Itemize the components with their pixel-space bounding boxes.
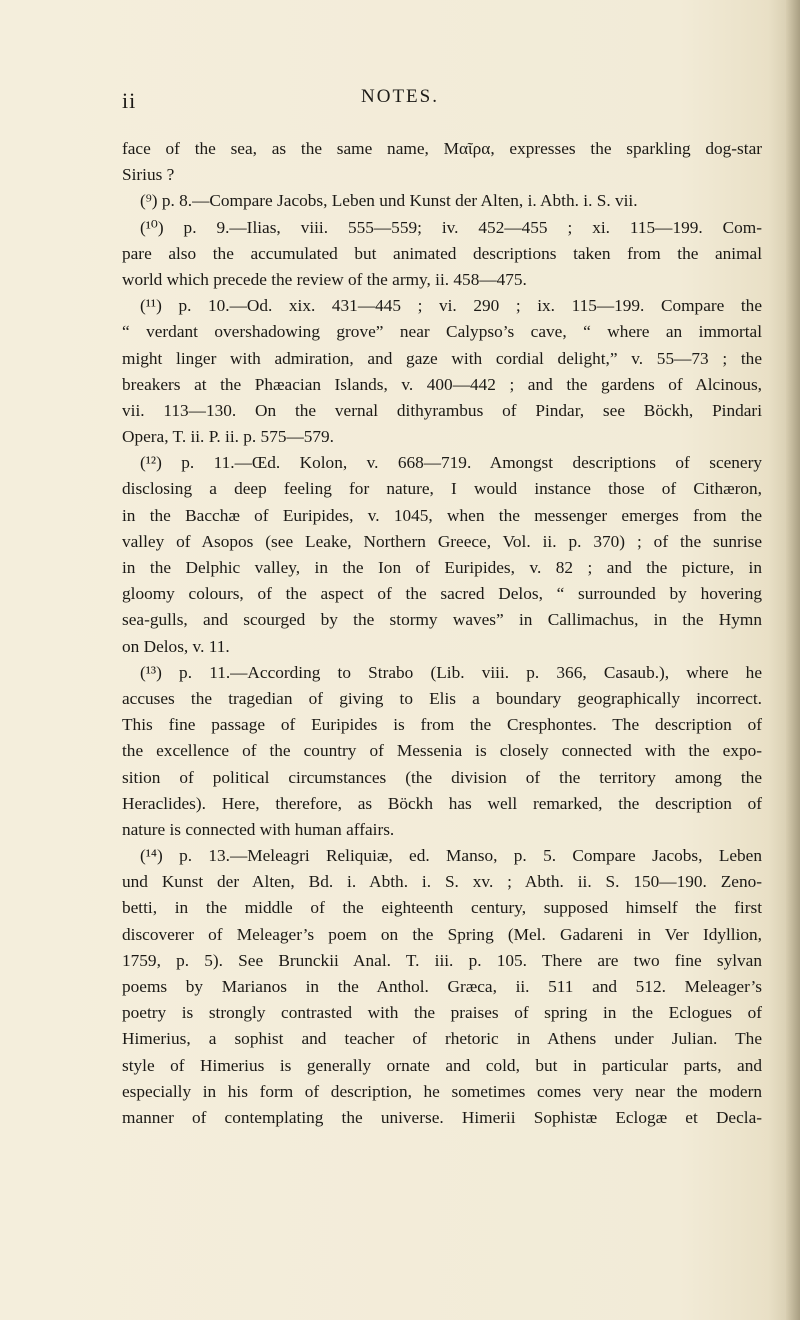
text-line: face of the sea, as the same name, Μαῖρα, expresses the sparkling dog-star [122,139,762,158]
running-head: NOTES. [361,86,439,107]
page-edge-shadow [786,0,800,1320]
text-line: Opera, T. ii. P. ii. p. 575—579. [122,427,335,447]
text-line: Heraclides). Here, therefore, as Böckh has well remarked, the description of [122,793,762,813]
text-line: the excellence of the country of Messenia is closely connected with the expo- [122,741,762,761]
text-line: disclosing a deep feeling for nature, I would instance those of Cithæron, [122,479,762,499]
text-line: nature is connected with human affairs. [122,819,395,839]
text-line: especially in his form of description, he sometimes comes very near the modern [122,1081,762,1101]
text-line: accuses the tragedian of giving to Elis a boundary geographically incorrect. [122,688,762,708]
text-line: Sirius ? [122,165,175,185]
text-line: (⁹) p. 8.—Compare Jacobs, Leben und Kunst der Alten, i. Abth. i. S. vii. [140,191,638,211]
text-line: valley of Asopos (see Leake, Northern Greece, Vol. ii. p. 370) ; of the sunrise [122,531,762,551]
text-line: sition of political circumstances (the division of the territory among the [122,767,762,787]
text-line: on Delos, v. 11. [122,636,230,656]
text-line: (¹¹) p. 10.—Od. xix. 431—445 ; vi. 290 ; ix. 115—199. Compare the [140,296,762,316]
text-line: in the Bacchæ of Euripides, v. 1045, when the messenger emerges from the [122,505,762,525]
text-line: sea-gulls, and scourged by the stormy waves” in Callimachus, in the Hymn [122,610,762,630]
text-line: in the Delphic valley, in the Ion of Euripides, v. 82 ; and the picture, in [122,558,762,577]
text-line: betti, in the middle of the eighteenth century, supposed himself the first [122,898,762,918]
text-line: pare also the accumulated but animated descriptions taken from the animal [122,243,762,263]
text-line: 1759, p. 5). See Brunckii Anal. T. iii. p. 105. There are two fine sylvan [122,950,762,970]
text-line: This fine passage of Euripides is from the Cresphontes. The description of [122,715,762,735]
text-line: might linger with admiration, and gaze with cordial delight,” v. 55—73 ; the [122,348,762,368]
text-line: poems by Marianos in the Anthol. Græca, ii. 511 and 512. Meleager’s [122,977,762,996]
text-line: und Kunst der Alten, Bd. i. Abth. i. S. xv. ; Abth. ii. S. 150—190. Zeno- [122,872,762,892]
text-line: (¹³) p. 11.—According to Strabo (Lib. viii. p. 366, Casaub.), where he [140,662,762,682]
text-line: breakers at the Phæacian Islands, v. 400—442 ; and the gardens of Alcinous, [122,374,762,394]
text-line: vii. 113—130. On the vernal dithyrambus of Pindar, see Böckh, Pindari [122,400,762,420]
text-line: manner of contemplating the universe. Himerii Sophistæ Eclogæ et Decla- [122,1107,762,1127]
text-line: “ verdant overshadowing grove” near Calypso’s cave, “ where an immortal [122,322,762,342]
text-line: world which precede the review of the army, ii. 458—475. [122,269,527,289]
text-line: Himerius, a sophist and teacher of rhetoric in Athens under Julian. The [122,1029,762,1049]
text-line: (¹²) p. 11.—Œd. Kolon, v. 668—719. Amongst descriptions of scenery [140,453,762,473]
text-line: discoverer of Meleager’s poem on the Spring (Mel. Gadareni in Ver Idyllion, [122,924,762,944]
text-line: (¹⁴) p. 13.—Meleagri Reliquiæ, ed. Manso, p. 5. Compare Jacobs, Leben [140,846,762,866]
text-line: poetry is strongly contrasted with the praises of spring in the Eclogues of [122,1003,762,1023]
page-number: ii [122,88,137,113]
notes-text-block [122,136,762,1131]
text-line: style of Himerius is generally ornate and cold, but in particular parts, and [122,1055,762,1075]
text-line: (¹⁰) p. 9.—Ilias, viii. 555—559; iv. 452—455 ; xi. 115—199. Com- [140,217,762,237]
text-line: gloomy colours, of the aspect of the sacred Delos, “ surrounded by hovering [122,584,762,604]
